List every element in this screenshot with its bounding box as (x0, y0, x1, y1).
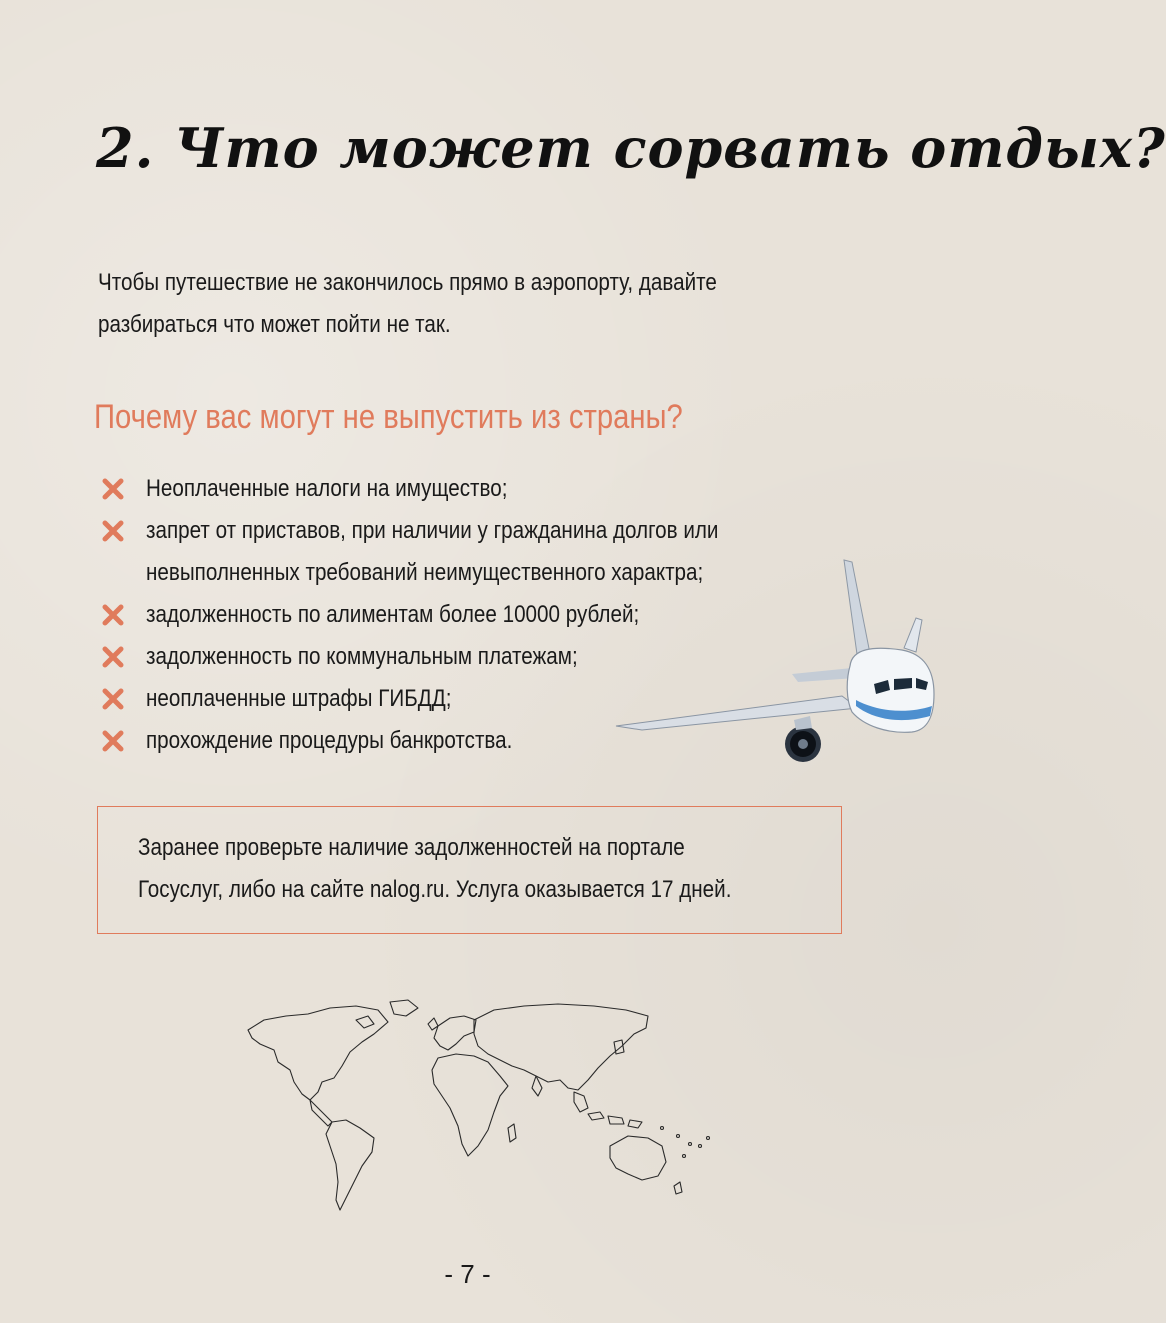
page-number: - 7 - (444, 1259, 491, 1289)
cross-mark-icon (102, 646, 124, 668)
page-title: 2. Что может сорвать отдых? (96, 116, 1166, 180)
cross-mark-icon (102, 520, 124, 542)
world-map-outline (238, 996, 718, 1216)
notice-line-1: Заранее проверьте наличие задолженностей на портале (138, 834, 685, 861)
intro-paragraph: Чтобы путешествие не закончилось прямо в аэропорту, давайте разбираться что может пойти не так. (98, 269, 717, 338)
notice-box (97, 806, 842, 934)
list-item (96, 510, 876, 552)
list-item (96, 468, 876, 510)
list-item-text: запрет от приставов, при наличии у гражданина долгов или (146, 517, 719, 544)
list-item-text: невыполненных требований неимущественного характра; (146, 559, 704, 586)
section-subtitle: Почему вас могут не выпустить из страны? (94, 398, 683, 436)
list-item-text: неоплаченные штрафы ГИБДД; (146, 685, 452, 712)
cross-mark-icon (102, 604, 124, 626)
list-item-text: задолженность по коммунальным платежам; (146, 643, 578, 670)
cross-mark-icon (102, 730, 124, 752)
list-item-text: Неоплаченные налоги на имущество; (146, 475, 508, 502)
list-item-text: прохождение процедуры банкротства. (146, 727, 513, 754)
cross-mark-icon (102, 688, 124, 710)
notice-text (138, 827, 792, 911)
airplane-illustration (612, 556, 935, 766)
list-item-text: задолженность по алиментам более 10000 рублей; (146, 601, 640, 628)
cross-mark-icon (102, 478, 124, 500)
notice-line-2: Госуслуг, либо на сайте nalog.ru. Услуга оказывается 17 дней. (138, 876, 732, 903)
